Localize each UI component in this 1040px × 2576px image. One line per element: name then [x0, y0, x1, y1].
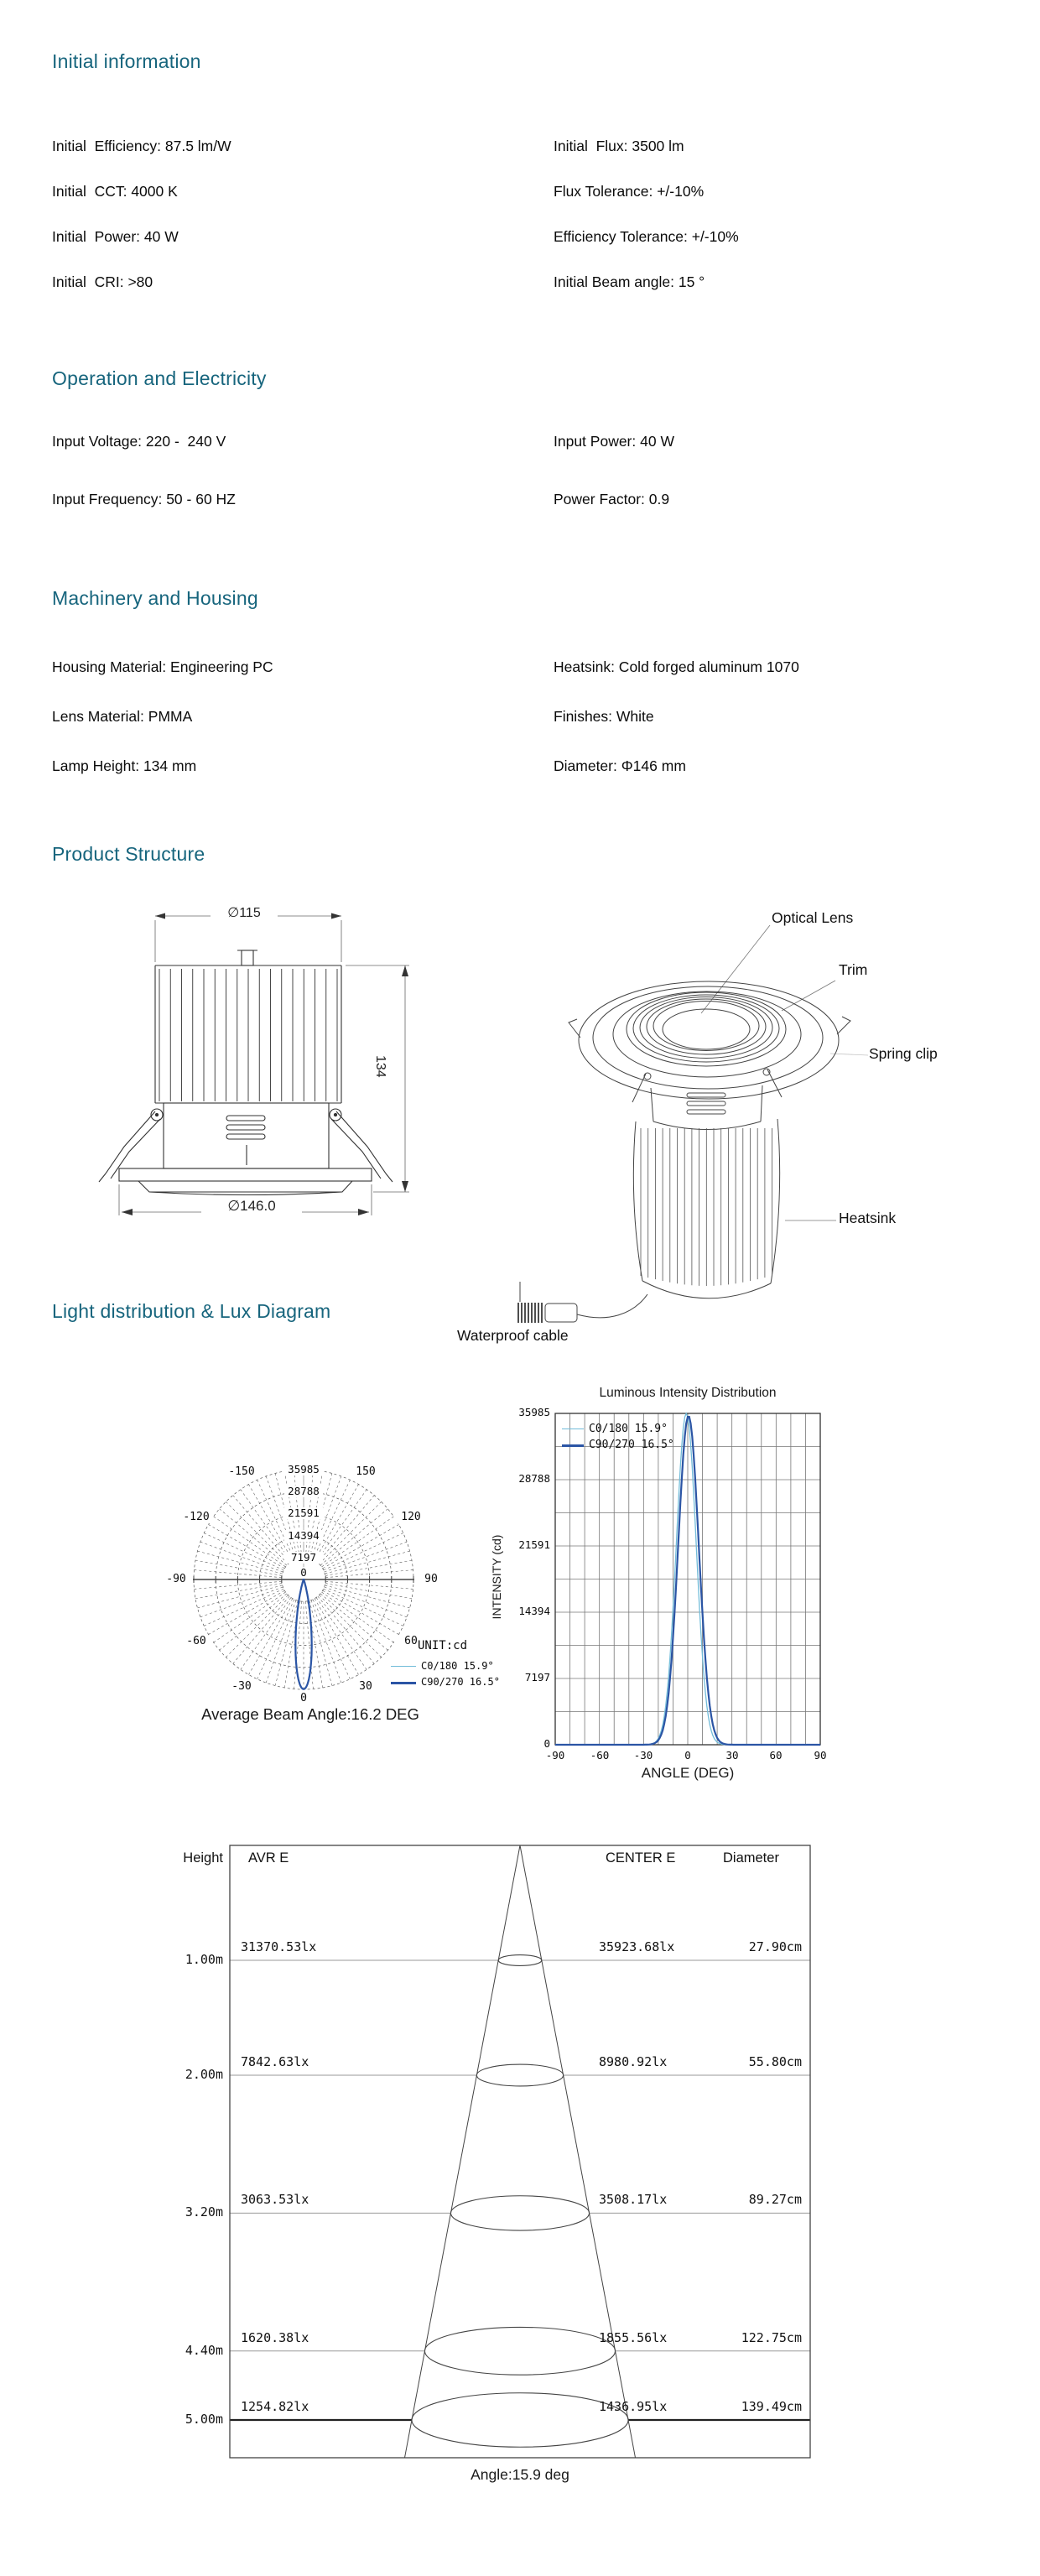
- polar-angle-tick: -150: [225, 1466, 258, 1478]
- dimension-arrowheads: [122, 913, 408, 1216]
- lux-diameter: 27.90cm: [748, 1939, 802, 1954]
- polar-radial-tick: 14394: [284, 1530, 323, 1542]
- downlight-body: [518, 981, 850, 1323]
- part-label-spring-clip: Spring clip: [869, 1045, 938, 1062]
- polar-angle-tick: 60: [394, 1636, 428, 1647]
- lux-diameter: 122.75cm: [741, 2330, 802, 2345]
- section-title-initial: Initial information: [52, 50, 201, 72]
- section-title-light: Light distribution & Lux Diagram: [52, 1300, 331, 1322]
- x-tick: 30: [725, 1749, 739, 1762]
- lux-col-avr-e: AVR E: [248, 1850, 289, 1866]
- lux-center-e: 8980.92lx: [599, 2054, 668, 2069]
- section-title-structure: Product Structure: [52, 843, 205, 865]
- lux-col-diameter: Diameter: [723, 1850, 779, 1866]
- lux-avr-e: 1254.82lx: [241, 2399, 309, 2414]
- spec-lamp-height: Lamp Height: 134 mm: [52, 757, 197, 774]
- lux-diameter: 139.49cm: [741, 2399, 802, 2414]
- x-tick: -90: [545, 1749, 565, 1762]
- lux-avr-e: 7842.63lx: [241, 2054, 309, 2069]
- x-tick: -30: [633, 1749, 653, 1762]
- spec-flux-tolerance: Flux Tolerance: +/-10%: [554, 183, 705, 200]
- dimension-height: 134: [373, 1055, 387, 1078]
- spec-housing-material: Housing Material: Engineering PC: [52, 658, 273, 675]
- lux-diameter: 55.80cm: [748, 2054, 802, 2069]
- part-label-trim: Trim: [839, 961, 868, 978]
- x-axis-label: ANGLE (DEG): [641, 1765, 735, 1781]
- lux-avr-e: 3063.53lx: [241, 2192, 309, 2207]
- lamp-outline: [99, 950, 393, 1195]
- section-title-machinery: Machinery and Housing: [52, 587, 258, 609]
- polar-angle-tick: 150: [349, 1466, 382, 1478]
- lux-height: 5.00m: [185, 2412, 223, 2427]
- y-tick: 14394: [518, 1605, 550, 1617]
- polar-angle-tick: -30: [225, 1681, 258, 1693]
- x-tick: 0: [684, 1749, 691, 1762]
- lux-caption: Angle:15.9 deg: [471, 2466, 569, 2483]
- lux-center-e: 1436.95lx: [599, 2399, 668, 2414]
- polar-legend-unit: UNIT:cd: [418, 1639, 468, 1652]
- lux-center-e: 35923.68lx: [599, 1939, 675, 1954]
- spec-diameter: Diameter: Φ146 mm: [554, 757, 686, 774]
- lux-height: 2.00m: [185, 2067, 223, 2082]
- front-view-technical-drawing: [75, 902, 419, 1237]
- spec-heatsink: Heatsink: Cold forged aluminum 1070: [554, 658, 799, 675]
- part-label-waterproof-cable: Waterproof cable: [457, 1327, 569, 1344]
- polar-angle-tick: -90: [159, 1574, 193, 1585]
- polar-angle-tick: 0: [287, 1693, 320, 1704]
- polar-angle-tick: 120: [394, 1512, 428, 1523]
- part-label-heatsink: Heatsink: [839, 1210, 897, 1226]
- y-tick: 21591: [518, 1538, 550, 1551]
- polar-angle-tick: -120: [179, 1512, 213, 1523]
- spec-initial-cri: Initial CRI: >80: [52, 273, 153, 290]
- y-tick: 0: [543, 1737, 550, 1750]
- spec-initial-flux: Initial Flux: 3500 lm: [554, 138, 684, 154]
- x-tick: -60: [590, 1749, 610, 1762]
- lux-diameter: 89.27cm: [748, 2192, 802, 2207]
- section-title-operation: Operation and Electricity: [52, 367, 267, 389]
- legend-swatch-c90: [562, 1444, 584, 1447]
- spec-initial-efficiency: Initial Efficiency: 87.5 lm/W: [52, 138, 231, 154]
- spec-initial-beam-angle: Initial Beam angle: 15 °: [554, 273, 705, 290]
- dimension-bottom-diameter: ∅146.0: [201, 1198, 302, 1215]
- dimension-top-diameter: ∅115: [211, 904, 278, 921]
- lux-col-height: Height: [183, 1850, 223, 1866]
- x-tick: 90: [814, 1749, 827, 1762]
- polar-radial-tick: 7197: [284, 1552, 323, 1564]
- spec-input-voltage: Input Voltage: 220 - 240 V: [52, 433, 226, 450]
- lux-height: 4.40m: [185, 2343, 223, 2358]
- lux-avr-e: 31370.53lx: [241, 1939, 317, 1954]
- polar-legend-c90: C90/270 16.5°: [421, 1676, 500, 1688]
- spec-initial-power: Initial Power: 40 W: [52, 228, 179, 245]
- perspective-drawing: [436, 902, 1040, 1371]
- y-tick: 7197: [524, 1671, 550, 1684]
- lux-height: 3.20m: [185, 2204, 223, 2220]
- y-axis-label: INTENSITY (cd): [490, 1534, 503, 1620]
- y-tick: 35985: [518, 1406, 550, 1418]
- polar-radial-tick: 21591: [284, 1507, 323, 1519]
- polar-caption: Average Beam Angle:16.2 DEG: [201, 1705, 419, 1723]
- polar-radial-tick: 0: [296, 1567, 311, 1579]
- spec-lens-material: Lens Material: PMMA: [52, 708, 193, 725]
- polar-angle-tick: 30: [349, 1681, 382, 1693]
- polar-legend-c0: C0/180 15.9°: [421, 1660, 494, 1672]
- part-label-optical-lens: Optical Lens: [772, 909, 854, 926]
- lux-col-center-e: CENTER E: [606, 1850, 676, 1866]
- intensity-chart-title: Luminous Intensity Distribution: [599, 1386, 777, 1400]
- x-tick: 60: [769, 1749, 783, 1762]
- polar-angle-tick: -60: [179, 1636, 213, 1647]
- dimension-lines: [119, 916, 409, 1215]
- legend-swatch-c90: [391, 1682, 416, 1684]
- legend-swatch-c0: [391, 1666, 416, 1667]
- spec-efficiency-tolerance: Efficiency Tolerance: +/-10%: [554, 228, 739, 245]
- lux-avr-e: 1620.38lx: [241, 2330, 309, 2345]
- line-legend-c0: C0/180 15.9°: [589, 1423, 668, 1435]
- spec-input-frequency: Input Frequency: 50 - 60 HZ: [52, 491, 236, 507]
- spec-finishes: Finishes: White: [554, 708, 654, 725]
- polar-radial-tick: 28788: [284, 1486, 323, 1497]
- line-legend-c90: C90/270 16.5°: [589, 1439, 674, 1451]
- lux-center-e: 3508.17lx: [599, 2192, 668, 2207]
- polar-radial-tick: 35985: [284, 1464, 323, 1475]
- lux-height: 1.00m: [185, 1952, 223, 1967]
- y-tick: 28788: [518, 1472, 550, 1485]
- spec-power-factor: Power Factor: 0.9: [554, 491, 670, 507]
- lux-center-e: 1855.56lx: [599, 2330, 668, 2345]
- spec-input-power: Input Power: 40 W: [554, 433, 674, 450]
- lux-cone-diagram: [226, 1842, 817, 2464]
- spec-initial-cct: Initial CCT: 4000 K: [52, 183, 178, 200]
- polar-angle-tick: 90: [414, 1574, 448, 1585]
